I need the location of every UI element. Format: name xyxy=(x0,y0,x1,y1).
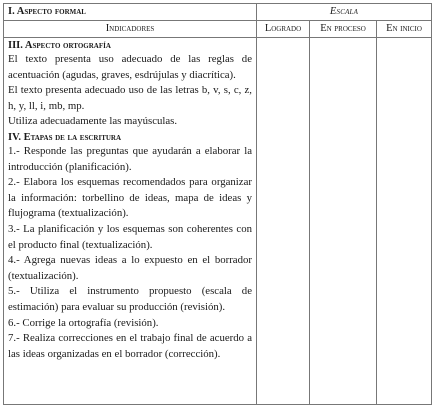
column-en-inicio: En inicio xyxy=(377,21,432,38)
rubric-table xyxy=(3,3,432,405)
section4-item: 4.- Agrega nuevas ideas a lo expuesto en el borrador (textualización). xyxy=(8,254,252,282)
section4-item: 2.- Elabora los esquemas recomendados para organizar la información: torbellino de ideas, mapa de ideas y flujograma (textualización). xyxy=(8,176,252,220)
section4-item: 1.- Responde las preguntas que ayudarán a elaborar la introducción (planificación). xyxy=(8,144,252,173)
rubric-sheet xyxy=(3,3,431,405)
en-inicio-cell[interactable] xyxy=(377,38,432,405)
header-row xyxy=(4,4,432,21)
section-heading: I. Aspecto formal xyxy=(4,4,257,21)
section4-title: IV. Etapas de la escritura xyxy=(8,131,122,143)
en-proceso-cell[interactable] xyxy=(310,38,377,405)
column-header-row xyxy=(4,21,432,38)
section3-item: Utiliza adecuadamente las mayúsculas. xyxy=(8,115,178,128)
section4-item: 6.- Corrige la ortografía (revisión). xyxy=(8,316,159,329)
section4-item: 7.- Realiza correcciones en el trabajo final de acuerdo a las ideas organizadas en el borrador (corrección). xyxy=(8,332,252,360)
section3-title: III. Aspecto ortografía xyxy=(8,40,111,51)
logrado-cell[interactable] xyxy=(257,38,310,405)
escala-heading: Escala xyxy=(257,4,432,21)
content-row xyxy=(4,38,432,405)
column-en-proceso: En proceso xyxy=(310,21,377,38)
section4-item: 5.- Utiliza el instrumento propuesto (escala de estimación) para evaluar su producción (revisión). xyxy=(8,285,252,313)
column-logrado: Logrado xyxy=(257,21,310,38)
section3-item: El texto presenta uso adecuado de las reglas de acentuación (agudas, graves, esdrújulas y diacrítica). xyxy=(8,53,252,81)
column-indicadores: Indicadores xyxy=(4,21,257,38)
section3-item: El texto presenta adecuado uso de las letras b, v, s, c, z, h, y, ll, i, mb, mp. xyxy=(8,84,252,112)
section4-item: 3.- La planificación y los esquemas son coherentes con el producto final (textualización). xyxy=(8,222,252,251)
indicators-cell xyxy=(4,38,257,405)
